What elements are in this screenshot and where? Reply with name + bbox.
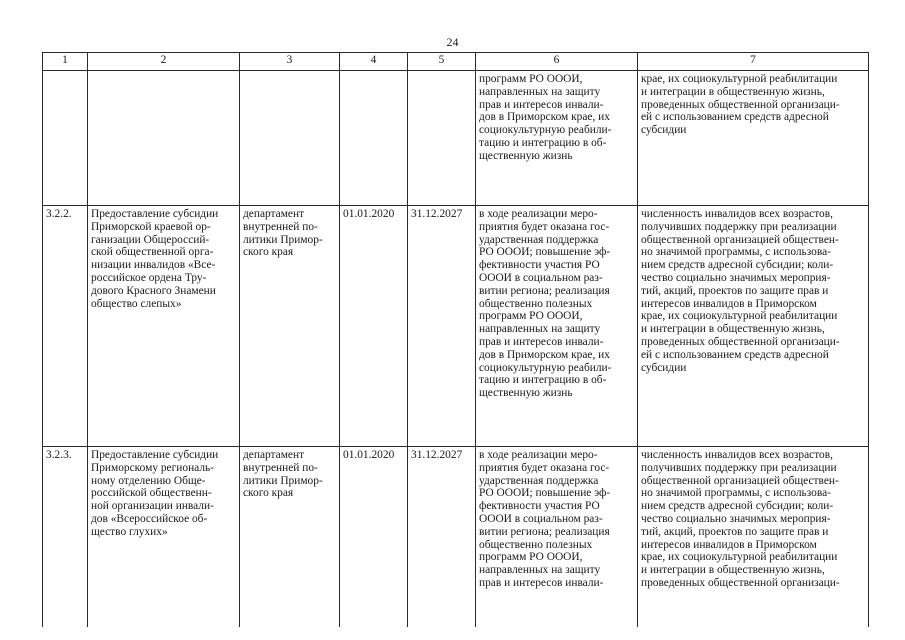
measure-name-cell: [88, 447, 240, 628]
indicator-line: получивших поддержку при реализации: [641, 461, 837, 474]
indicator-line: ей с использованием средств адресной: [641, 348, 829, 361]
measure-name-line: дового Красного Знамени: [91, 284, 216, 297]
indicator-line: общественной организацией обществен-: [641, 233, 839, 246]
indicator-line: крае, их социокультурной реабилитации: [641, 551, 838, 564]
executor-cell: [240, 447, 340, 628]
expected-result-line: РО ОООИ; повышение эф-: [479, 246, 611, 259]
indicator-cell: [638, 447, 869, 628]
indicator-line: интересов инвалидов в Приморском: [641, 538, 817, 551]
end-date-cell: 31.12.2027: [408, 206, 476, 447]
executor-cell: [240, 206, 340, 447]
executor-line: внутренней по-: [243, 220, 318, 233]
expected-result-line: общественно полезных: [479, 297, 593, 310]
indicator-line: проведенных общественной организаци-: [641, 98, 840, 111]
indicator-line: численность инвалидов всех возрастов,: [641, 449, 833, 461]
expected-result-line: приятия будет оказана гос-: [479, 461, 610, 474]
measure-name-line: ской общественной орга-: [91, 246, 214, 259]
column-number-cell: 7: [638, 53, 869, 71]
measure-name-line: ной организации инвали-: [91, 500, 214, 513]
expected-result-line: социокультурную реабили-: [479, 361, 612, 374]
column-number-cell: 6: [476, 53, 638, 71]
table-row: [43, 447, 869, 628]
executor-line: департамент: [243, 449, 305, 461]
indicator-line: но значимой программы, с использова-: [641, 487, 831, 500]
indicator-line: чество социально значимых мероприя-: [641, 271, 831, 284]
indicator-line: тий, акций, проектов по защите прав и: [641, 525, 829, 538]
indicator-line: нием средств адресной субсидии; коли-: [641, 500, 834, 513]
executor-line: литики Примор-: [243, 474, 323, 487]
expected-result-line: социокультурную реабили-: [479, 124, 612, 137]
expected-result-line: программ РО ОООИ,: [479, 551, 583, 564]
indicator-line: тий, акций, проектов по защите прав и: [641, 284, 829, 297]
measure-name-cell: [88, 206, 240, 447]
expected-result-cell: [476, 71, 638, 206]
end-date-cell: [408, 71, 476, 206]
indicator-line: крае, их социокультурной реабилитации: [641, 73, 838, 85]
expected-result-cell: [476, 447, 638, 628]
indicator-line: крае, их социокультурной реабилитации: [641, 310, 838, 323]
indicator-line: и интеграции в общественную жизнь,: [641, 323, 825, 336]
expected-result-line: фективности участия РО: [479, 259, 600, 272]
executor-cell: [240, 71, 340, 206]
executor-line: ского края: [243, 487, 294, 500]
measure-name-line: Предоставление субсидии: [91, 208, 219, 220]
expected-result-line: дов в Приморском крае, их: [479, 348, 610, 361]
indicator-line: проведенных общественной организаци-: [641, 576, 840, 589]
indicator-line: но значимой программы, с использова-: [641, 246, 831, 259]
measures-table: [42, 52, 869, 627]
expected-result-line: программ РО ОООИ,: [479, 73, 583, 85]
measure-name-line: щество глухих»: [91, 525, 168, 538]
page-number: 24: [446, 35, 459, 49]
indicator-line: общественной организацией обществен-: [641, 474, 839, 487]
expected-result-line: щественную жизнь: [479, 387, 573, 400]
measure-name-line: ганизации Общероссий-: [91, 233, 210, 246]
expected-result-line: общественно полезных: [479, 538, 593, 551]
expected-result-line: ОООИ в социальном раз-: [479, 271, 603, 284]
executor-line: внутренней по-: [243, 461, 318, 474]
measure-name-line: общество слепых»: [91, 297, 182, 310]
expected-result-line: прав и интересов инвали-: [479, 98, 604, 111]
measure-name-cell: [88, 71, 240, 206]
expected-result-line: ударственная поддержка: [479, 233, 599, 246]
expected-result-line: приятия будет оказана гос-: [479, 220, 610, 233]
measure-name-line: дов «Всероссийское об-: [91, 512, 208, 525]
indicator-cell: [638, 71, 869, 206]
expected-result-line: витии региона; реализация: [479, 525, 610, 538]
expected-result-line: в ходе реализации меро-: [479, 208, 598, 220]
expected-result-line: дов в Приморском крае, их: [479, 111, 610, 124]
end-date-cell: 31.12.2027: [408, 447, 476, 628]
start-date-cell: 01.01.2020: [340, 206, 408, 447]
indicator-line: и интеграции в общественную жизнь,: [641, 564, 825, 577]
expected-result-line: РО ОООИ; повышение эф-: [479, 487, 611, 500]
expected-result-line: направленных на защиту: [479, 564, 601, 577]
column-number-row: [43, 53, 869, 71]
expected-result-line: направленных на защиту: [479, 85, 601, 98]
column-number-cell: 1: [43, 53, 88, 71]
measure-name-line: Приморскому региональ-: [91, 461, 214, 474]
expected-result-line: прав и интересов инвали-: [479, 335, 604, 348]
executor-line: департамент: [243, 208, 305, 220]
indicator-line: и интеграции в общественную жизнь,: [641, 85, 825, 98]
expected-result-line: прав и интересов инвали-: [479, 576, 604, 589]
indicator-cell: [638, 206, 869, 447]
measure-name-line: Предоставление субсидии: [91, 449, 219, 461]
expected-result-line: в ходе реализации меро-: [479, 449, 598, 461]
expected-result-line: программ РО ОООИ,: [479, 310, 583, 323]
measure-name-line: низации инвалидов «Все-: [91, 259, 216, 272]
indicator-line: чество социально значимых мероприя-: [641, 512, 831, 525]
indicator-line: субсидии: [641, 361, 687, 374]
item-number-cell: 3.2.3.: [43, 447, 88, 628]
column-number-cell: 3: [240, 53, 340, 71]
column-number-cell: 2: [88, 53, 240, 71]
measure-name-line: российской общественн-: [91, 487, 212, 500]
measure-name-line: Приморской краевой ор-: [91, 220, 211, 233]
expected-result-line: ударственная поддержка: [479, 474, 599, 487]
executor-line: ского края: [243, 246, 294, 259]
executor-line: литики Примор-: [243, 233, 323, 246]
table-row: [43, 206, 869, 447]
item-number-cell: [43, 71, 88, 206]
start-date-cell: 01.01.2020: [340, 447, 408, 628]
indicator-line: нием средств адресной субсидии; коли-: [641, 259, 834, 272]
item-number-cell: 3.2.2.: [43, 206, 88, 447]
column-number-cell: 5: [408, 53, 476, 71]
indicator-line: интересов инвалидов в Приморском: [641, 297, 817, 310]
expected-result-line: тацию и интеграцию в об-: [479, 136, 607, 149]
indicator-line: получивших поддержку при реализации: [641, 220, 837, 233]
table-row: [43, 71, 869, 206]
expected-result-line: витии региона; реализация: [479, 284, 610, 297]
start-date-cell: [340, 71, 408, 206]
indicator-line: численность инвалидов всех возрастов,: [641, 208, 833, 220]
expected-result-cell: [476, 206, 638, 447]
expected-result-line: щественную жизнь: [479, 149, 573, 162]
indicator-line: субсидии: [641, 124, 687, 137]
indicator-line: проведенных общественной организаци-: [641, 335, 840, 348]
expected-result-line: тацию и интеграцию в об-: [479, 374, 607, 387]
column-number-cell: 4: [340, 53, 408, 71]
indicator-line: ей с использованием средств адресной: [641, 111, 829, 124]
expected-result-line: фективности участия РО: [479, 500, 600, 513]
measure-name-line: ному отделению Обще-: [91, 474, 206, 487]
expected-result-line: ОООИ в социальном раз-: [479, 512, 603, 525]
measure-name-line: российское ордена Тру-: [91, 271, 207, 284]
expected-result-line: направленных на защиту: [479, 323, 601, 336]
